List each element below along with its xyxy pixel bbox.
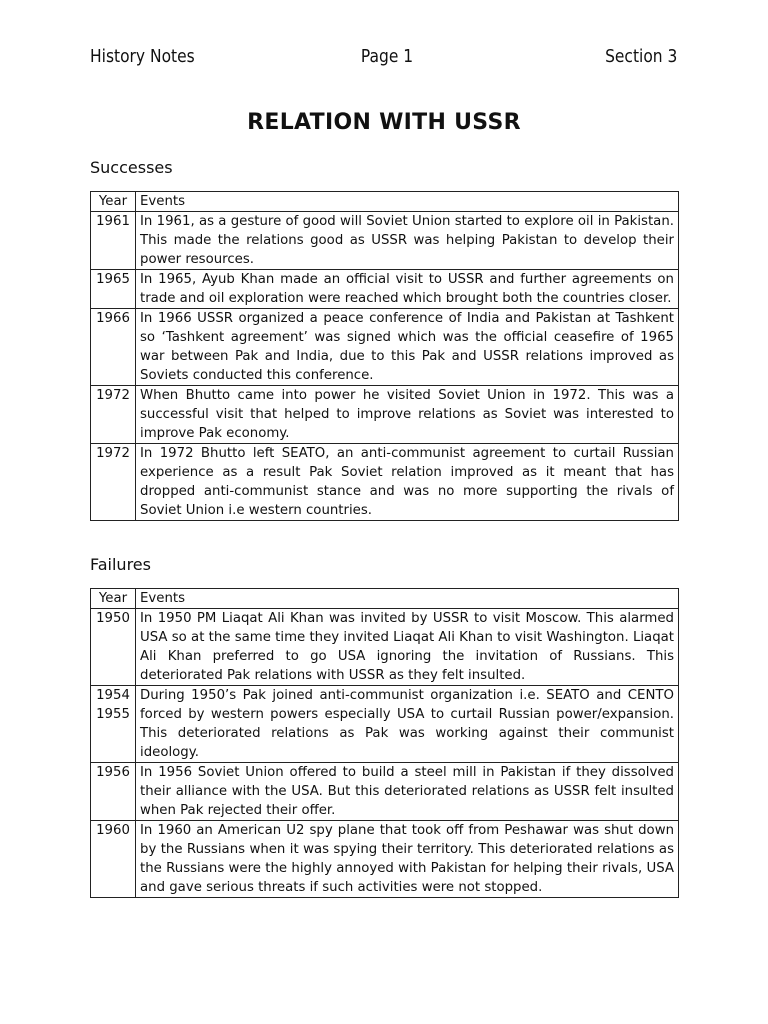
failures-table	[90, 588, 679, 898]
year-cell	[91, 609, 136, 686]
year-cell	[91, 686, 136, 763]
page-title: RELATION WITH USSR	[247, 110, 521, 135]
year-cell	[91, 763, 136, 821]
year-label-second: 1955	[96, 707, 130, 722]
table-row	[91, 212, 679, 270]
event-cell: In 1965, Ayub Khan made an official visit to USSR and further agreements on trade and oil exploration were reached which brought both the countries closer.	[136, 270, 679, 309]
events-column-header: Events	[136, 589, 679, 609]
event-cell: During 1950’s Pak joined anti-communist organization i.e. SEATO and CENTO forced by western powers especially USA to curtail Russian power/expansion. This deteriorated relations as Pak was working against their communist ideology.	[136, 686, 679, 763]
year-label: 1960	[96, 823, 130, 838]
event-cell: In 1961, as a gesture of good will Soviet Union started to explore oil in Pakistan. This made the relations good as USSR was helping Pakistan to develop their power resources.	[136, 212, 679, 270]
table-row	[91, 386, 679, 444]
table-row	[91, 821, 679, 898]
table-row	[91, 270, 679, 309]
year-label: 1956	[96, 765, 130, 780]
year-cell: 1961	[91, 212, 136, 270]
event-cell: In 1960 an American U2 spy plane that took off from Peshawar was shut down by the Russians when it was spying their territory. This deteriorated relations as the Russians were the highly annoyed with Pakistan for helping their rivals, USA and gave serious threats if such activities were not stopped.	[136, 821, 679, 898]
year-cell: 1972	[91, 444, 136, 521]
event-cell: When Bhutto came into power he visited Soviet Union in 1972. This was a successful visit that helped to improve relations as Soviet was interested to improve Pak economy.	[136, 386, 679, 444]
table-header-row	[91, 192, 679, 212]
page-header	[90, 46, 678, 72]
year-column-header: Year	[91, 589, 136, 609]
year-cell	[91, 821, 136, 898]
event-cell: In 1966 USSR organized a peace conference of India and Pakistan at Tashkent so ‘Tashkent agreement’ was signed which was the official ceasefire of 1965 war between Pak and India, due to this Pak and USSR relations improved as Soviets conducted this conference.	[136, 309, 679, 386]
table-row	[91, 686, 679, 763]
failures-heading: Failures	[90, 555, 151, 574]
year-cell: 1966	[91, 309, 136, 386]
table-row	[91, 309, 679, 386]
header-section: Section 3	[605, 46, 678, 67]
events-column-header: Events	[136, 192, 679, 212]
header-page-number: Page 1	[360, 46, 414, 67]
year-cell: 1965	[91, 270, 136, 309]
year-label: 1954	[96, 688, 130, 703]
event-cell: In 1972 Bhutto left SEATO, an anti-communist agreement to curtail Russian experience as a result Pak Soviet relation improved as it meant that has dropped anti-communist stance and was no more supporting the rivals of Soviet Union i.e western countries.	[136, 444, 679, 521]
table-row	[91, 763, 679, 821]
successes-heading: Successes	[90, 158, 173, 177]
event-cell: In 1950 PM Liaqat Ali Khan was invited by USSR to visit Moscow. This alarmed USA so at the same time they invited Liaqat Ali Khan to visit Washington. Liaqat Ali Khan preferred to go USA ignoring the invitation of Russians. This deteriorated Pak relations with USSR as they felt insulted.	[136, 609, 679, 686]
table-header-row	[91, 589, 679, 609]
year-label: 1950	[96, 611, 130, 626]
year-column-header: Year	[91, 192, 136, 212]
successes-table	[90, 191, 679, 521]
header-subject: History Notes	[90, 46, 195, 67]
year-cell: 1972	[91, 386, 136, 444]
table-row	[91, 609, 679, 686]
event-cell: In 1956 Soviet Union offered to build a steel mill in Pakistan if they dissolved their alliance with the USA. But this deteriorated relations as USSR felt insulted when Pak rejected their offer.	[136, 763, 679, 821]
table-row	[91, 444, 679, 521]
